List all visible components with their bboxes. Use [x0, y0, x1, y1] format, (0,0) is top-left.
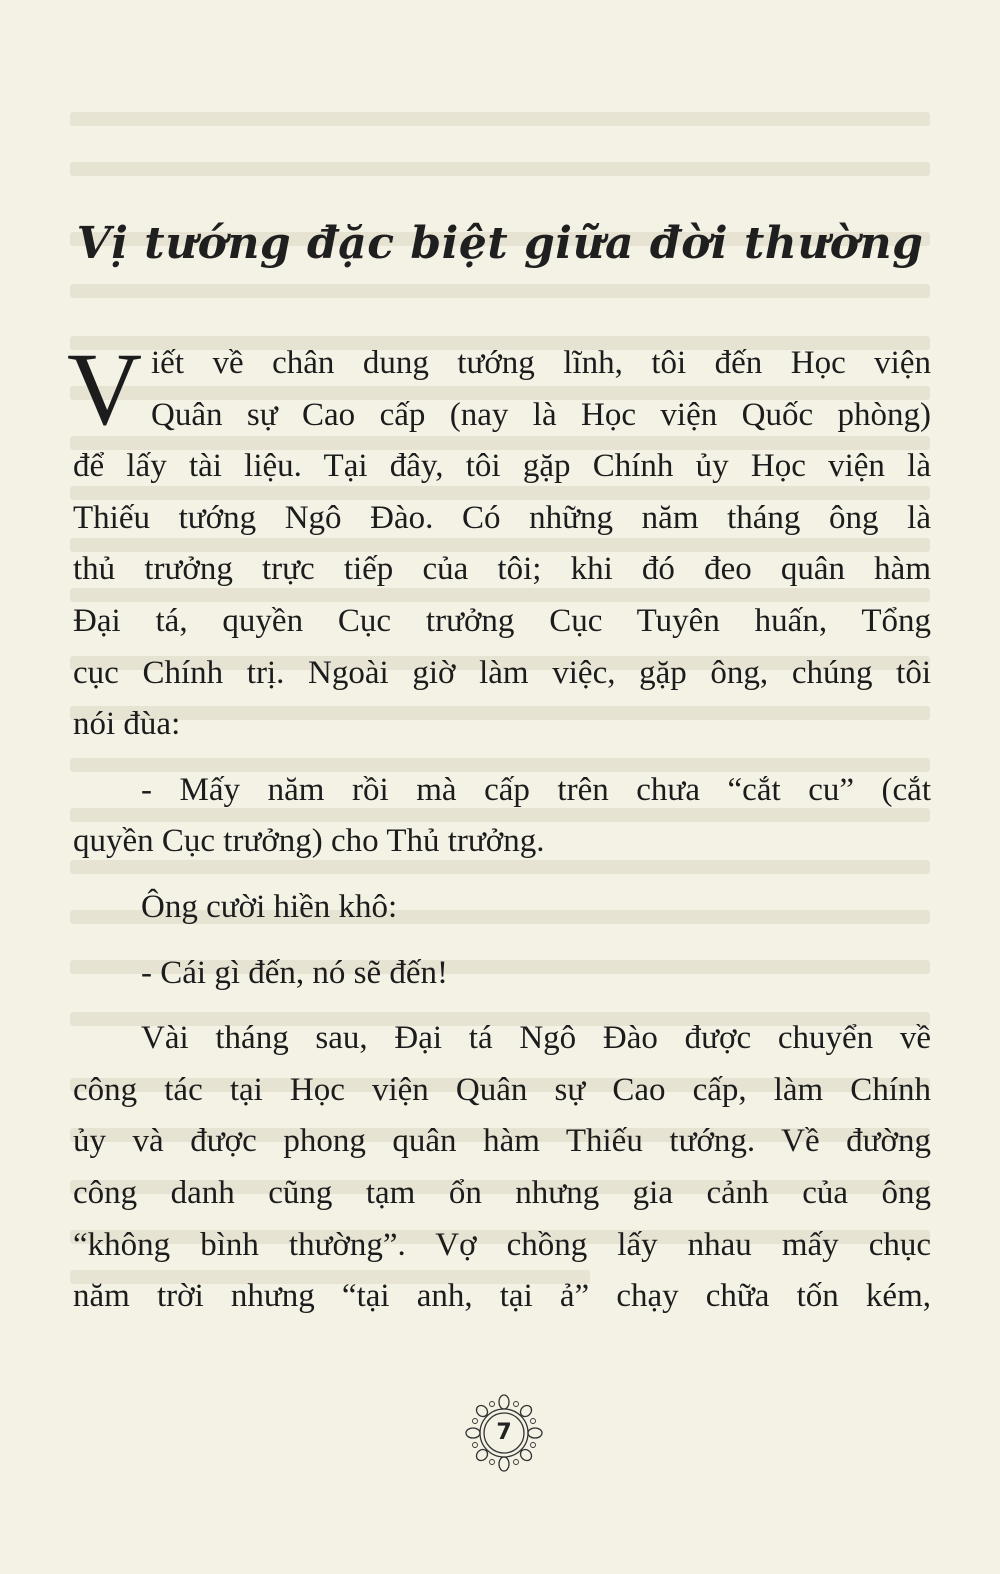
chapter-title: Vị tướng đặc biệt giữa đời thường	[76, 218, 924, 269]
text-line: năm trời nhưng “tại anh, tại ả” chạy chữa tốn kém,	[73, 1278, 931, 1315]
body-text	[73, 338, 931, 1323]
text-line: - Mấy năm rồi mà cấp trên chưa “cắt cu” (cắt	[141, 771, 931, 808]
text-line: ủy và được phong quân hàm Thiếu tướng. Về đường	[73, 1123, 931, 1160]
text-line: - Cái gì đến, nó sẽ đến!	[141, 954, 449, 991]
drop-cap: V	[67, 332, 143, 447]
text-line: để lấy tài liệu. Tại đây, tôi gặp Chính ủy Học viện là	[73, 448, 931, 485]
page-number: 7	[496, 1420, 512, 1445]
text-line: Vài tháng sau, Đại tá Ngô Đào được chuyển về	[141, 1020, 931, 1057]
text-line: Đại tá, quyền Cục trưởng Cục Tuyên huấn, Tổng	[73, 602, 931, 639]
text-line: nói đùa:	[73, 706, 181, 743]
text-line: iết về chân dung tướng lĩnh, tôi đến Học viện	[151, 345, 931, 381]
text-line: thủ trưởng trực tiếp của tôi; khi đó đeo quân hàm	[73, 551, 931, 588]
text-line: quyền Cục trưởng) cho Thủ trưởng.	[73, 823, 545, 860]
text-line: Ông cười hiền khô:	[141, 888, 398, 925]
text-line: công danh cũng tạm ổn nhưng gia cảnh của ông	[73, 1174, 931, 1211]
text-line: Quân sự Cao cấp (nay là Học viện Quốc phòng)	[151, 396, 931, 433]
text-line: Thiếu tướng Ngô Đào. Có những năm tháng ông là	[73, 499, 931, 536]
text-line: “không bình thường”. Vợ chồng lấy nhau mấy chục	[73, 1226, 931, 1263]
text-line: cục Chính trị. Ngoài giờ làm việc, gặp ông, chúng tôi	[73, 654, 931, 691]
page-number-ornament	[462, 1391, 546, 1475]
text-line: công tác tại Học viện Quân sự Cao cấp, làm Chính	[73, 1071, 931, 1108]
